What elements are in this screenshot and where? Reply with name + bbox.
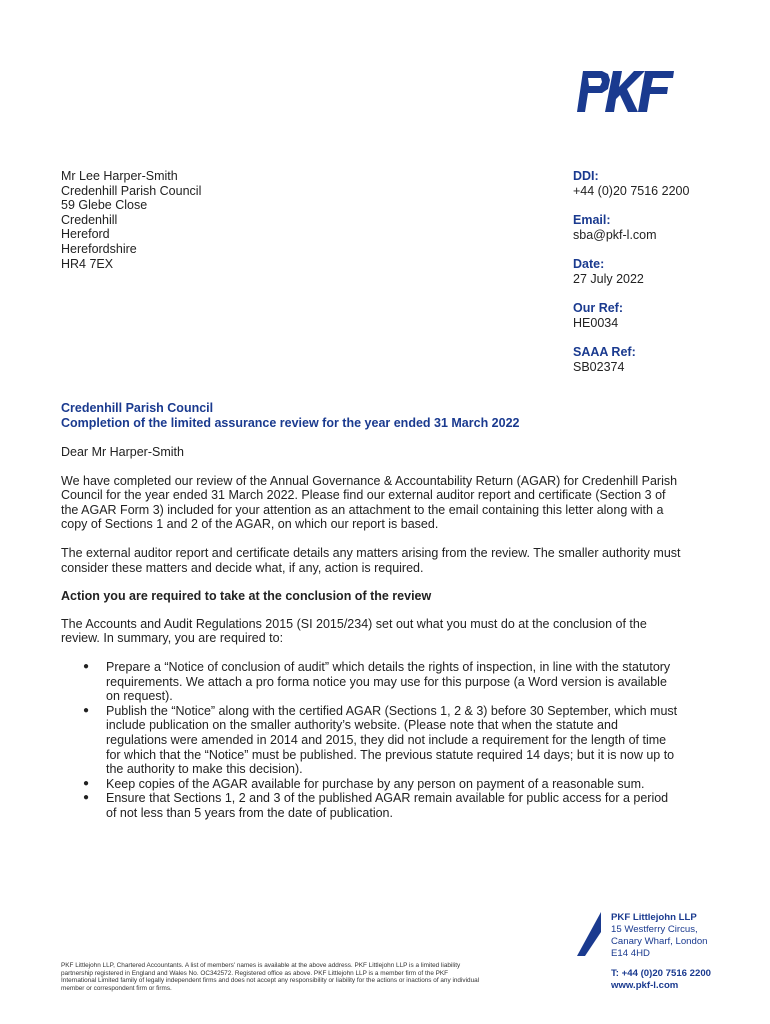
list-item-text: Keep copies of the AGAR available for purchase by any person on payment of a reasonable sum. bbox=[106, 776, 645, 791]
list-item bbox=[61, 791, 681, 820]
list-item bbox=[61, 777, 681, 792]
list-item-text: Prepare a “Notice of conclusion of audit” which details the rights of inspection, in line with the statutory requirements. We attach a pro forma notice you may use for this purpose (a Word version is available on request). bbox=[106, 659, 671, 704]
email-label: Email: bbox=[573, 213, 611, 227]
bullet-icon: ● bbox=[83, 792, 90, 804]
ddi-label: DDI: bbox=[573, 169, 599, 183]
footer-legal-note: PKF Littlejohn LLP, Chartered Accountants. A list of members' names is available at the above address. PKF Littlejohn LLP is a limited liability partnership registered in England and Wales No. OC342572. Registered office as above. PKF Littlejohn LLP is a member firm of the PKF International Limited family of legally independent firms and does not accept any responsibility or liability for the actions or inactions of any individual member or correspondent firm or firms. bbox=[61, 962, 480, 992]
our-ref-label: Our Ref: bbox=[573, 301, 623, 315]
recipient-address bbox=[61, 169, 201, 271]
our-ref-value: HE0034 bbox=[573, 316, 619, 330]
recipient-line: Credenhill bbox=[61, 212, 118, 227]
footer-phone: T: +44 (0)20 7516 2200 bbox=[611, 968, 712, 979]
salutation: Dear Mr Harper-Smith bbox=[61, 445, 184, 459]
bullet-icon: ● bbox=[83, 704, 90, 716]
paragraph: The external auditor report and certificate details any matters arising from the review. The smaller authority must consider these matters and decide what, if any, action is required. bbox=[61, 545, 681, 575]
address-line: Canary Wharf, London bbox=[611, 936, 708, 947]
paragraph: The Accounts and Audit Regulations 2015 (SI 2015/234) set out what you must do at the conclusion of the review. In summary, you are required to: bbox=[61, 616, 647, 646]
list-item bbox=[61, 660, 681, 704]
recipient-line: Hereford bbox=[61, 227, 110, 242]
pkf-mark-icon bbox=[575, 912, 603, 956]
date-label: Date: bbox=[573, 257, 605, 271]
subject-line-2: Completion of the limited assurance review for the year ended 31 March 2022 bbox=[61, 416, 520, 430]
pkf-logo bbox=[572, 70, 674, 112]
footer-address bbox=[611, 912, 711, 992]
ddi-value: +44 (0)20 7516 2200 bbox=[573, 184, 690, 198]
list-item-text: Ensure that Sections 1, 2 and 3 of the published AGAR remain available for public access for a period of not less than 5 years from the date of publication. bbox=[106, 791, 669, 820]
recipient-line: Credenhill Parish Council bbox=[61, 183, 202, 198]
requirements-list bbox=[61, 660, 681, 821]
saaa-ref-value: SB02374 bbox=[573, 360, 625, 374]
list-item bbox=[61, 704, 681, 777]
letter-subject bbox=[61, 401, 519, 431]
recipient-line: HR4 7EX bbox=[61, 256, 114, 271]
letter-body bbox=[61, 445, 681, 820]
subject-line-1: Credenhill Parish Council bbox=[61, 401, 214, 415]
date-value: 27 July 2022 bbox=[573, 272, 644, 286]
firm-name: PKF Littlejohn LLP bbox=[611, 912, 697, 923]
section-heading: Action you are required to take at the conclusion of the review bbox=[61, 589, 432, 604]
email-value: sba@pkf-l.com bbox=[573, 228, 657, 242]
bullet-icon: ● bbox=[83, 660, 90, 672]
list-item-text: Publish the “Notice” along with the certified AGAR (Sections 1, 2 & 3) before 30 September, which must include publication on the smaller authority’s website. (Please note that when the statute and regulations were amended in 2014 and 2015, they did not include a requirement for the length of time for which that the “Notice” must be published. The previous statute required 14 days; but it is now up to the authority to make this decision). bbox=[106, 703, 678, 777]
recipient-line: 59 Glebe Close bbox=[61, 198, 148, 213]
recipient-line: Mr Lee Harper-Smith bbox=[61, 169, 178, 183]
letter-meta bbox=[573, 169, 689, 389]
recipient-line: Herefordshire bbox=[61, 241, 137, 256]
saaa-ref-label: SAAA Ref: bbox=[573, 345, 636, 359]
paragraph: We have completed our review of the Annual Governance & Accountability Return (AGAR) for Credenhill Parish Council for the year ended 31 March 2022. Please find our external auditor report and certificate (Section 3 of the AGAR Form 3) included for your attention as an attachment to the email containing this letter along with a copy of Sections 1 and 2 of the AGAR, on which our report is based. bbox=[61, 473, 678, 532]
bullet-icon: ● bbox=[83, 777, 90, 789]
address-line: E14 4HD bbox=[611, 948, 650, 959]
footer-website-link[interactable]: www.pkf-l.com bbox=[611, 980, 679, 991]
address-line: 15 Westferry Circus, bbox=[611, 924, 698, 935]
